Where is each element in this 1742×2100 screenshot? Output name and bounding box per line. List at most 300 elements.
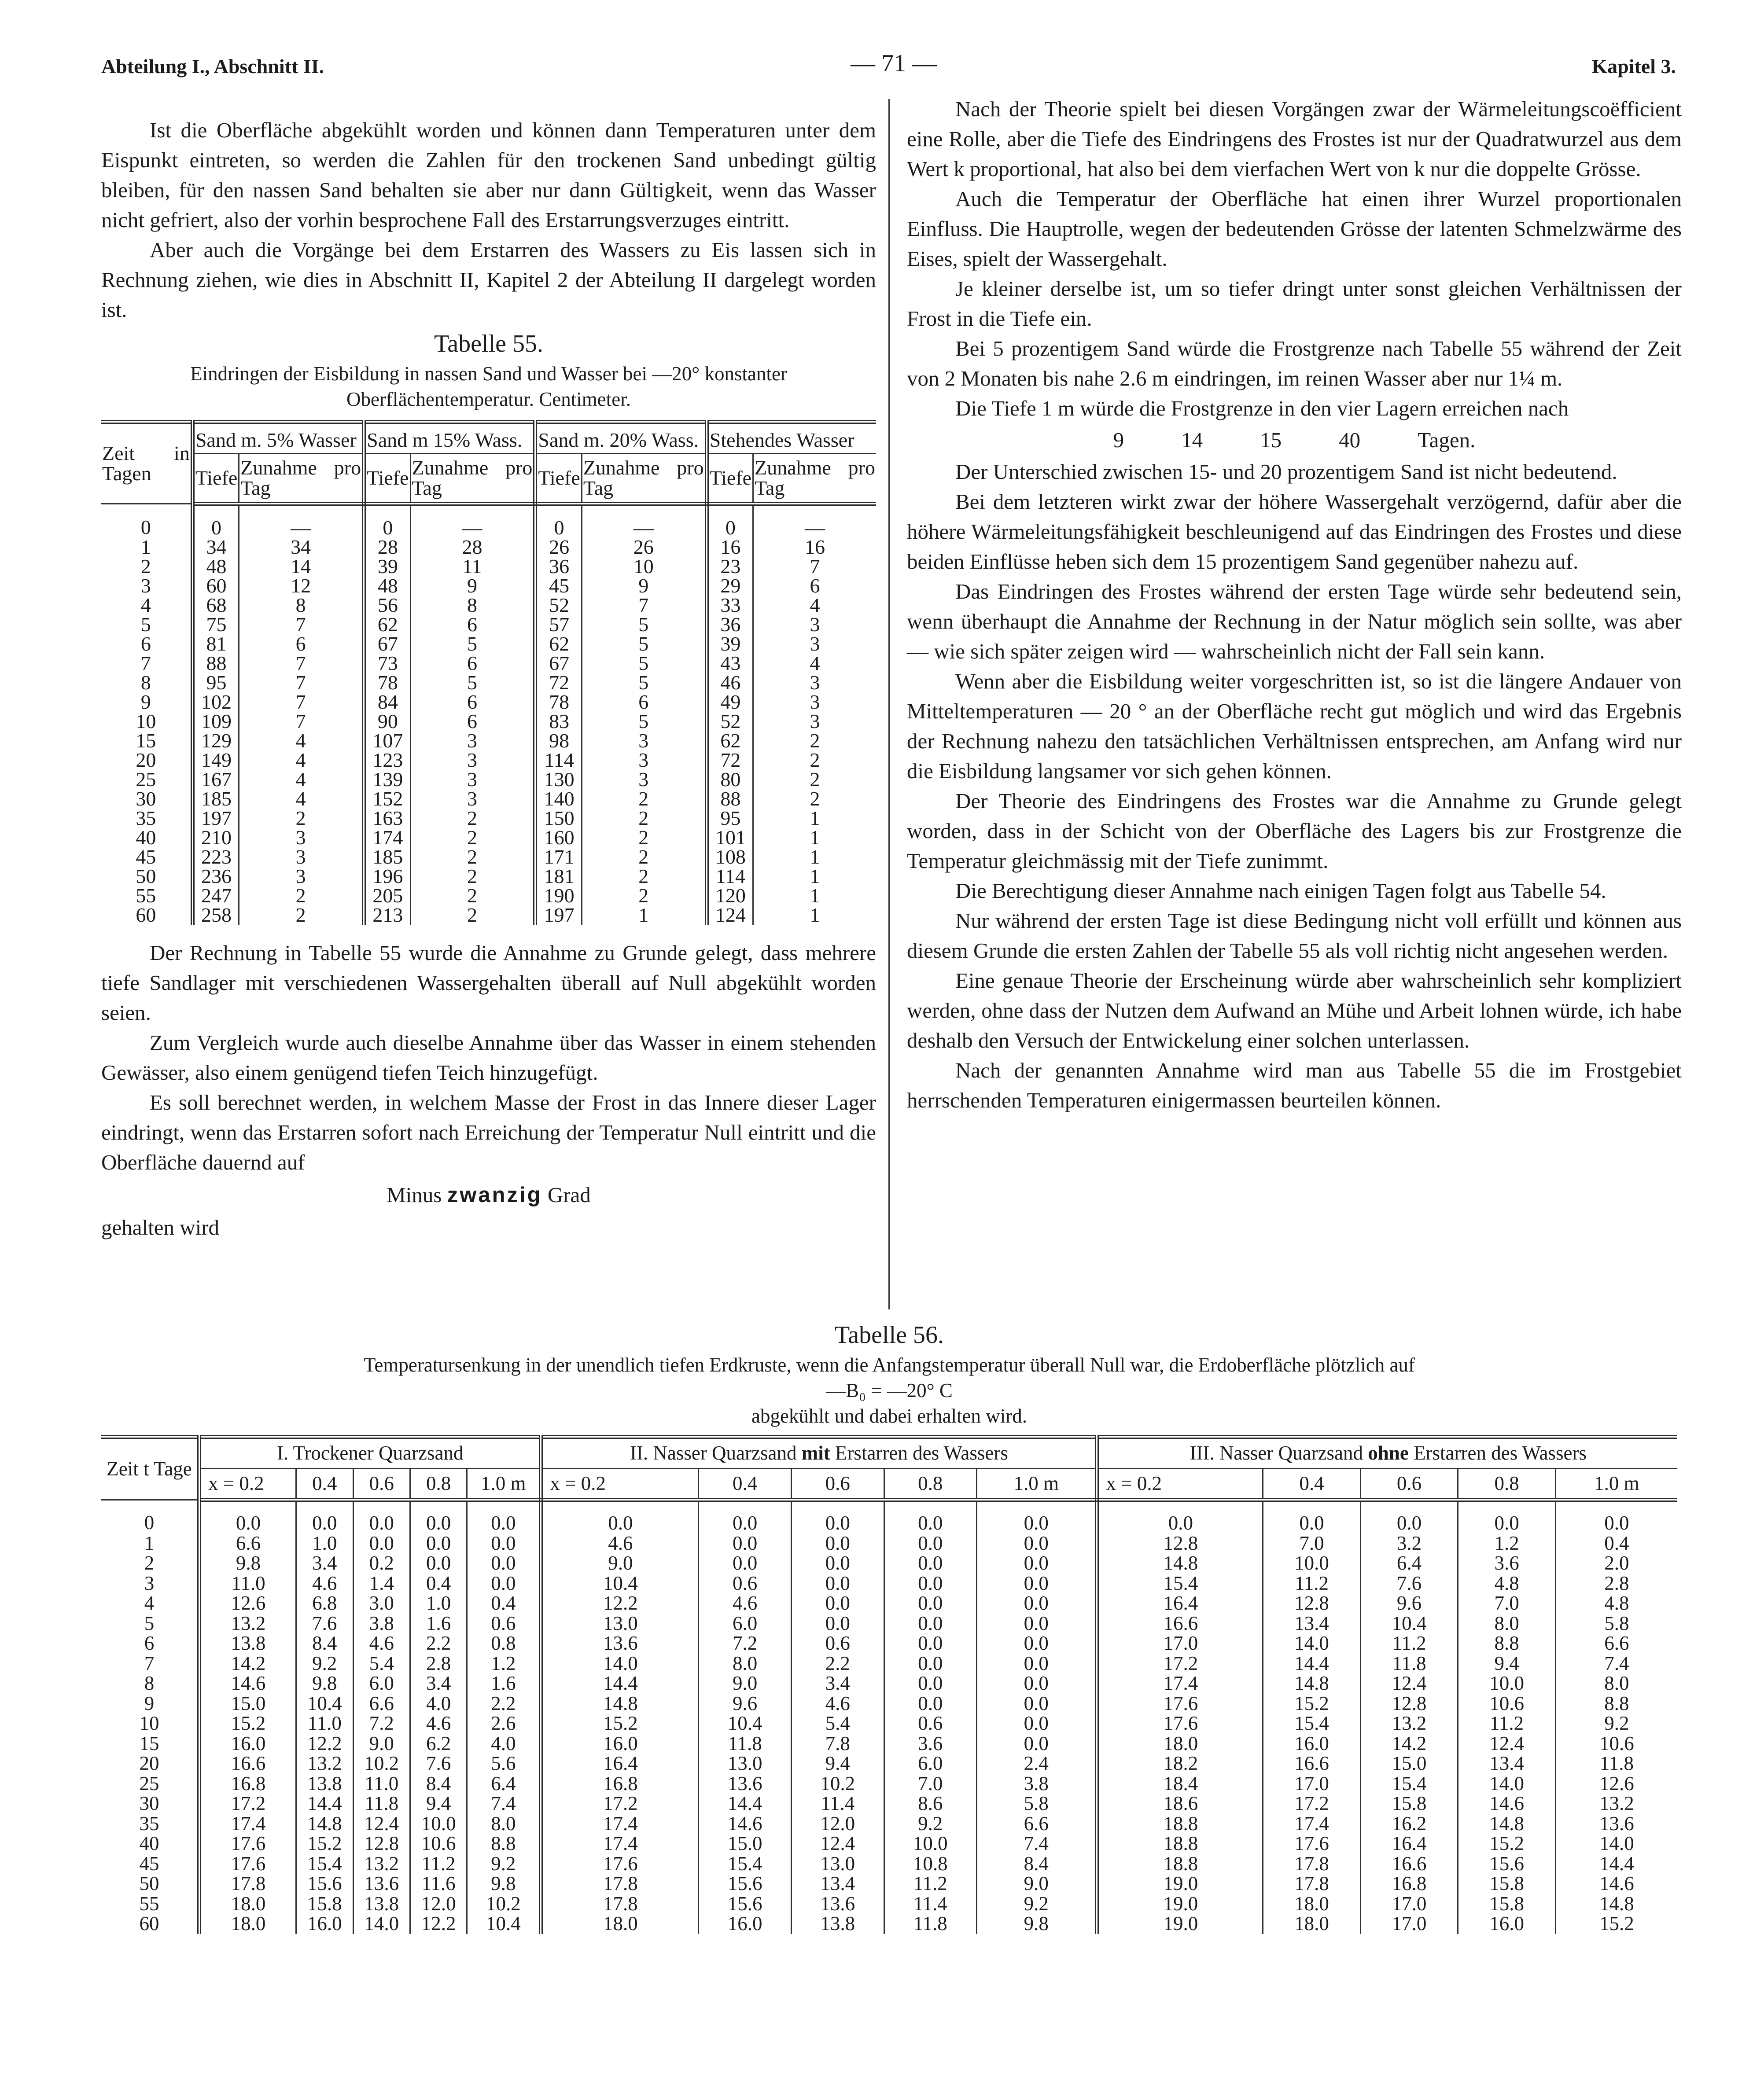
value-cell: 81 <box>192 634 239 654</box>
value-cell: 11.4 <box>884 1894 977 1914</box>
value-cell: 7.4 <box>467 1794 541 1814</box>
value-cell: 4.0 <box>410 1694 467 1714</box>
value-cell: 8.4 <box>977 1854 1097 1874</box>
value-cell: 2 <box>410 847 535 867</box>
value-cell: 7.6 <box>1360 1574 1458 1594</box>
value-cell: 14.0 <box>1263 1633 1361 1654</box>
table-row <box>101 712 876 731</box>
value-cell: 109 <box>192 712 239 731</box>
value-cell: 17.6 <box>1097 1694 1263 1714</box>
value-cell: 11.8 <box>1360 1654 1458 1674</box>
value-cell: 16.4 <box>1097 1593 1263 1614</box>
value-cell: 210 <box>192 828 239 847</box>
value-cell: 7.0 <box>884 1774 977 1794</box>
value-cell: 0.0 <box>884 1534 977 1554</box>
x-depth-header: 0.6 <box>791 1468 884 1500</box>
value-cell: 8.0 <box>1604 1672 1629 1694</box>
value-cell: 0.6 <box>884 1714 977 1734</box>
frost-days-value: 9 <box>1113 428 1124 452</box>
x-depth-header: x = 0.2 <box>1097 1468 1263 1500</box>
value-cell: 16.0 <box>199 1734 296 1754</box>
value-cell: 4.8 <box>1604 1592 1629 1614</box>
value-cell: 15.4 <box>699 1854 792 1874</box>
value-cell: 18.6 <box>1097 1794 1263 1814</box>
time-cell: 6 <box>101 634 192 654</box>
value-cell: 13.8 <box>296 1774 353 1794</box>
value-cell: 6.6 <box>199 1534 296 1554</box>
value-cell: 15.6 <box>699 1874 792 1894</box>
value-cell: 1.6 <box>467 1673 541 1694</box>
value-cell: 0.0 <box>353 1500 410 1534</box>
value-cell: 0.0 <box>977 1714 1097 1734</box>
value-cell: 7 <box>239 712 364 731</box>
value-cell: 8 <box>239 596 364 615</box>
value-cell: 17.0 <box>1360 1914 1458 1934</box>
value-cell: 19.0 <box>1097 1874 1263 1894</box>
table-56-title: Tabelle 56. <box>835 1321 944 1349</box>
value-cell: 10.2 <box>353 1754 410 1774</box>
table-row <box>101 1534 1677 1554</box>
value-cell: 17.0 <box>1097 1633 1263 1654</box>
value-cell: 48 <box>364 576 410 596</box>
value-cell: 13.2 <box>296 1754 353 1774</box>
table-row <box>101 634 876 654</box>
value-cell: 16.8 <box>199 1774 296 1794</box>
x-depth-header: 0.4 <box>699 1468 792 1500</box>
value-cell: 149 <box>192 750 239 770</box>
value-cell: 11.0 <box>199 1574 296 1594</box>
value-cell: 14.8 <box>541 1694 699 1714</box>
value-cell: 36 <box>535 557 582 576</box>
value-cell: 4.6 <box>699 1593 792 1614</box>
value-cell: 0.0 <box>791 1534 884 1554</box>
value-cell: 12 <box>239 576 364 596</box>
value-cell: 0.0 <box>884 1673 977 1694</box>
value-cell: 14.4 <box>1599 1852 1634 1875</box>
value-cell: 6.6 <box>1604 1632 1629 1654</box>
value-cell: 43 <box>707 654 753 673</box>
time-cell: 55 <box>101 886 192 905</box>
value-cell: 52 <box>535 596 582 615</box>
value-cell: 14.8 <box>1599 1892 1634 1915</box>
time-cell: 3 <box>101 576 192 596</box>
value-cell: 3.8 <box>977 1774 1097 1794</box>
value-cell: 0.0 <box>699 1500 792 1534</box>
table-row <box>101 557 876 576</box>
value-cell: 16.4 <box>541 1754 699 1774</box>
time-cell: 9 <box>101 692 192 712</box>
value-cell: 13.2 <box>1599 1792 1634 1814</box>
value-cell: 1.2 <box>467 1654 541 1674</box>
table-56-section <box>101 1316 1677 1934</box>
value-cell: 6.6 <box>977 1814 1097 1834</box>
paragraph: Nach der Theorie spielt bei diesen Vorgängen zwar der Wärmeleitungscoëfficient eine Rolle, aber die Tiefe des Eindringens des Frostes ist nur der Quadratwurzel aus dem Wert k proportional, hat also bei dem vierfachen Wert von k nur die doppelte Grösse. <box>907 97 1682 181</box>
time-cell: 7 <box>101 654 192 673</box>
time-cell: 6 <box>101 1633 199 1654</box>
value-cell: 16 <box>707 537 753 557</box>
time-cell: 50 <box>101 1874 199 1894</box>
x-depth-header: 1.0 m <box>1555 1468 1677 1500</box>
value-cell: 0.0 <box>791 1593 884 1614</box>
value-cell: 10.4 <box>467 1914 541 1934</box>
value-cell: 15.0 <box>1360 1754 1458 1774</box>
phrase-word: Minus <box>387 1183 442 1207</box>
value-cell: 39 <box>364 557 410 576</box>
group-label: II. Nasser Quarzsand <box>630 1442 797 1464</box>
value-cell: 15.4 <box>296 1854 353 1874</box>
value-cell: 13.6 <box>353 1874 410 1894</box>
value-cell: 7.6 <box>410 1754 467 1774</box>
value-cell: 18.0 <box>541 1914 699 1934</box>
value-cell: 6 <box>410 654 535 673</box>
value-cell: 5.4 <box>353 1654 410 1674</box>
value-cell: 17.8 <box>1263 1854 1361 1874</box>
frost-days-unit: Tagen. <box>1418 428 1476 452</box>
value-cell: 13.8 <box>791 1914 884 1934</box>
time-cell: 30 <box>101 789 192 809</box>
value-cell: 17.2 <box>1097 1654 1263 1674</box>
value-cell: 11.2 <box>884 1874 977 1894</box>
value-cell: 16.6 <box>1360 1854 1458 1874</box>
value-cell: 0.0 <box>884 1500 977 1534</box>
value-cell: 3 <box>582 731 707 750</box>
value-cell: 7.0 <box>1263 1534 1361 1554</box>
value-cell: 2 <box>239 809 364 828</box>
time-cell: 0 <box>101 1500 199 1534</box>
value-cell: — <box>582 504 707 538</box>
value-cell: 12.0 <box>791 1814 884 1834</box>
value-cell: 197 <box>192 809 239 828</box>
value-cell: 28 <box>364 537 410 557</box>
value-cell: 19.0 <box>1097 1914 1263 1934</box>
table-row <box>101 615 876 634</box>
table-row <box>101 596 876 615</box>
value-cell: 0.0 <box>353 1534 410 1554</box>
value-cell: 2 <box>410 905 535 925</box>
time-cell: 40 <box>101 828 192 847</box>
value-cell: 2 <box>410 867 535 886</box>
sub-header-depth: Tiefe <box>192 454 239 504</box>
time-cell: 7 <box>101 1654 199 1674</box>
time-cell: 2 <box>101 557 192 576</box>
x-depth-header: 0.6 <box>353 1468 410 1500</box>
time-cell: 45 <box>101 847 192 867</box>
value-cell: 0.0 <box>884 1614 977 1634</box>
value-cell: 4 <box>810 594 820 616</box>
table-row <box>101 1574 1677 1594</box>
value-cell: 17.6 <box>199 1834 296 1854</box>
value-cell: 13.6 <box>1599 1812 1634 1835</box>
value-cell: 102 <box>192 692 239 712</box>
sub-header-depth: Tiefe <box>707 454 753 504</box>
table-row <box>101 504 876 538</box>
value-cell: 15.4 <box>1263 1714 1361 1734</box>
value-cell: 2.2 <box>791 1654 884 1674</box>
time-cell: 1 <box>101 537 192 557</box>
paragraph: Der Unterschied zwischen 15- und 20 prozentigem Sand ist nicht bedeutend. <box>955 460 1617 484</box>
value-cell: 3 <box>810 710 820 732</box>
value-cell: 12.4 <box>791 1834 884 1854</box>
frost-days-value: 40 <box>1339 428 1361 452</box>
value-cell: 0.0 <box>977 1534 1097 1554</box>
value-cell: 12.4 <box>1360 1673 1458 1694</box>
value-cell: 2 <box>410 828 535 847</box>
value-cell: 15.6 <box>1458 1854 1556 1874</box>
table-row <box>101 1734 1677 1754</box>
value-cell: 0.0 <box>884 1694 977 1714</box>
frost-days-row <box>907 425 1682 455</box>
value-cell: 9.8 <box>199 1553 296 1574</box>
value-cell: 9.2 <box>884 1814 977 1834</box>
value-cell: 0.0 <box>410 1553 467 1574</box>
value-cell: 0.0 <box>791 1574 884 1594</box>
value-cell: 11.8 <box>353 1794 410 1814</box>
value-cell: 9.4 <box>791 1754 884 1774</box>
time-cell: 20 <box>101 1754 199 1774</box>
value-cell: 0.0 <box>884 1654 977 1674</box>
table-row <box>101 1854 1677 1874</box>
value-cell: 17.6 <box>1263 1834 1361 1854</box>
paragraph: Die Tiefe 1 m würde die Frostgrenze in den vier Lagern erreichen nach <box>955 396 1569 420</box>
value-cell: 13.8 <box>353 1894 410 1914</box>
time-cell: 35 <box>101 809 192 828</box>
value-cell: 6.0 <box>884 1754 977 1774</box>
sub-header-increase: Zunahme pro Tag <box>239 454 364 504</box>
value-cell: 18.2 <box>1097 1754 1263 1774</box>
value-cell: 14.6 <box>1458 1794 1556 1814</box>
time-cell: 5 <box>101 1614 199 1634</box>
value-cell: 7 <box>810 555 820 577</box>
value-cell: 9.2 <box>467 1854 541 1874</box>
value-cell: 6 <box>582 692 707 712</box>
table-row <box>101 1814 1677 1834</box>
value-cell: 34 <box>192 537 239 557</box>
value-cell: 0.0 <box>467 1500 541 1534</box>
value-cell: 48 <box>192 557 239 576</box>
table-row <box>101 692 876 712</box>
value-cell: 0.0 <box>467 1574 541 1594</box>
table-55-title: Tabelle 55. <box>434 330 543 357</box>
value-cell: 11.0 <box>296 1714 353 1734</box>
value-cell: 17.6 <box>199 1854 296 1874</box>
value-cell: 8.4 <box>296 1633 353 1654</box>
value-cell: 4 <box>810 652 820 674</box>
value-cell: 0.0 <box>1604 1512 1629 1534</box>
paragraph: Nur während der ersten Tage ist diese Bedingung nicht voll erfüllt und können aus diesem Grunde die ersten Zahlen der Tabelle 55 als voll richtig nicht angesehen werden. <box>907 908 1682 963</box>
value-cell: 90 <box>364 712 410 731</box>
value-cell: 17.2 <box>199 1794 296 1814</box>
table-row <box>101 731 876 750</box>
value-cell: 88 <box>192 654 239 673</box>
value-cell: 15.8 <box>1458 1894 1556 1914</box>
phrase-word-emphasis: zwanzig <box>447 1183 542 1207</box>
value-cell: 0.0 <box>977 1500 1097 1534</box>
value-cell: 167 <box>192 770 239 789</box>
value-cell: 3 <box>239 867 364 886</box>
value-cell: 16.0 <box>699 1914 792 1934</box>
value-cell: 15.2 <box>1599 1912 1634 1935</box>
value-cell: 14.4 <box>296 1794 353 1814</box>
value-cell: 17.0 <box>1263 1774 1361 1794</box>
table-row <box>101 673 876 692</box>
value-cell: 6 <box>810 574 820 597</box>
value-cell: 16.8 <box>1360 1874 1458 1894</box>
value-cell: 7 <box>582 596 707 615</box>
value-cell: 12.6 <box>199 1593 296 1614</box>
group-label: Erstarren des Wassers <box>835 1442 1008 1464</box>
frost-days-value: 14 <box>1181 428 1203 452</box>
value-cell: 2.8 <box>1604 1572 1629 1594</box>
time-cell: 20 <box>101 750 192 770</box>
value-cell: 12.8 <box>1263 1593 1361 1614</box>
x-depth-header: 1.0 m <box>467 1468 541 1500</box>
value-cell: 14.6 <box>699 1814 792 1834</box>
value-cell: 0.0 <box>977 1633 1097 1654</box>
value-cell: 62 <box>707 731 753 750</box>
value-cell: 18.0 <box>199 1914 296 1934</box>
value-cell: 14.8 <box>296 1814 353 1834</box>
value-cell: 13.6 <box>699 1774 792 1794</box>
time-cell: 5 <box>101 615 192 634</box>
value-cell: 7.2 <box>353 1714 410 1734</box>
value-cell: 5.6 <box>467 1754 541 1774</box>
value-cell: 4 <box>239 731 364 750</box>
value-cell: 14.2 <box>199 1654 296 1674</box>
value-cell: 11.2 <box>1458 1714 1556 1734</box>
value-cell: 0.0 <box>884 1574 977 1594</box>
value-cell: 14.6 <box>1599 1872 1634 1894</box>
value-cell: 83 <box>535 712 582 731</box>
value-cell: 7.4 <box>1604 1652 1629 1674</box>
time-cell: 0 <box>101 504 192 538</box>
value-cell: 88 <box>707 789 753 809</box>
value-cell: 3.6 <box>884 1734 977 1754</box>
time-cell: 10 <box>101 1714 199 1734</box>
value-cell: 120 <box>707 886 753 905</box>
value-cell: 9.2 <box>1604 1712 1629 1734</box>
value-cell: 1.6 <box>410 1614 467 1634</box>
value-cell: 14.4 <box>699 1794 792 1814</box>
value-cell: 12.8 <box>1097 1534 1263 1554</box>
value-cell: 0.0 <box>699 1553 792 1574</box>
table-row <box>101 576 876 596</box>
value-cell: 2.8 <box>410 1654 467 1674</box>
value-cell: 10.4 <box>1360 1614 1458 1634</box>
frost-days-value: 15 <box>1260 428 1282 452</box>
value-cell: 18.8 <box>1097 1854 1263 1874</box>
value-cell: 160 <box>535 828 582 847</box>
value-cell: 0.0 <box>977 1734 1097 1754</box>
table-row <box>101 1500 1677 1534</box>
value-cell: 3 <box>239 828 364 847</box>
value-cell: 73 <box>364 654 410 673</box>
value-cell: 6 <box>410 615 535 634</box>
value-cell: 10.0 <box>1458 1673 1556 1694</box>
value-cell: 36 <box>707 615 753 634</box>
col-group-header: Sand m 15% Wass. <box>364 422 535 454</box>
value-cell: 12.0 <box>410 1894 467 1914</box>
value-cell: 10.6 <box>1458 1694 1556 1714</box>
value-cell: 123 <box>364 750 410 770</box>
table-row <box>101 905 876 925</box>
value-cell: 1.0 <box>296 1534 353 1554</box>
value-cell: 14.0 <box>1599 1832 1634 1854</box>
table-row <box>101 1894 1677 1914</box>
value-cell: 72 <box>707 750 753 770</box>
paragraph: Aber auch die Vorgänge bei dem Erstarren des Wassers zu Eis lassen sich in Rechnung ziehen, wie dies in Abschnitt II, Kapitel 2 der Abteilung II dargelegt worden ist. <box>101 238 876 322</box>
value-cell: 17.8 <box>541 1874 699 1894</box>
value-cell: 14.4 <box>1263 1654 1361 1674</box>
value-cell: 4.6 <box>296 1574 353 1594</box>
value-cell: 3.4 <box>296 1553 353 1574</box>
time-cell: 35 <box>101 1814 199 1834</box>
value-cell: 16.0 <box>1458 1914 1556 1934</box>
value-cell: 2 <box>582 886 707 905</box>
sub-header-depth: Tiefe <box>364 454 410 504</box>
value-cell: 6.6 <box>353 1694 410 1714</box>
table-row <box>101 1694 1677 1714</box>
value-cell: 4.8 <box>1458 1574 1556 1594</box>
value-cell: 17.6 <box>1097 1714 1263 1734</box>
time-cell: 25 <box>101 1774 199 1794</box>
value-cell: 0.0 <box>884 1633 977 1654</box>
time-cell: 2 <box>101 1553 199 1574</box>
value-cell: 1 <box>810 807 820 829</box>
page-number: — 71 — <box>851 50 937 77</box>
value-cell: 68 <box>192 596 239 615</box>
table-row <box>101 770 876 789</box>
value-cell: 1 <box>810 904 820 926</box>
value-cell: 62 <box>535 634 582 654</box>
table-row <box>101 809 876 828</box>
phrase-word: Grad <box>547 1183 591 1207</box>
value-cell: 3.4 <box>410 1673 467 1694</box>
value-cell: 15.4 <box>1360 1774 1458 1794</box>
x-depth-header: 1.0 m <box>977 1468 1097 1500</box>
value-cell: — <box>805 516 825 539</box>
value-cell: 5.4 <box>791 1714 884 1734</box>
value-cell: 2 <box>582 789 707 809</box>
value-cell: 1.4 <box>353 1574 410 1594</box>
value-cell: 10.2 <box>791 1774 884 1794</box>
value-cell: 16.4 <box>1360 1834 1458 1854</box>
table-56 <box>101 1435 1677 1934</box>
value-cell: 60 <box>192 576 239 596</box>
value-cell: 15.8 <box>1458 1874 1556 1894</box>
col-header-time: Zeit t Tage <box>101 1437 199 1500</box>
value-cell: 5 <box>410 673 535 692</box>
value-cell: 114 <box>707 867 753 886</box>
value-cell: 2 <box>410 809 535 828</box>
value-cell: 2 <box>582 828 707 847</box>
paragraph: Nach der genannten Annahme wird man aus Tabelle 55 die im Frostgebiet herrschenden Temperaturen einigermassen beurteilen können. <box>907 1058 1682 1112</box>
value-cell: 2 <box>239 886 364 905</box>
value-cell: 16 <box>805 536 825 558</box>
value-cell: 11.4 <box>791 1794 884 1814</box>
time-cell: 15 <box>101 1734 199 1754</box>
table-row <box>101 1834 1677 1854</box>
value-cell: 13.0 <box>541 1614 699 1634</box>
value-cell: 13.8 <box>199 1633 296 1654</box>
value-cell: 0.0 <box>791 1614 884 1634</box>
value-cell: 34 <box>239 537 364 557</box>
value-cell: 67 <box>364 634 410 654</box>
value-cell: 124 <box>707 905 753 925</box>
value-cell: 9.8 <box>977 1914 1097 1934</box>
value-cell: 14.8 <box>1458 1814 1556 1834</box>
value-cell: 13.6 <box>541 1633 699 1654</box>
time-cell: 50 <box>101 867 192 886</box>
